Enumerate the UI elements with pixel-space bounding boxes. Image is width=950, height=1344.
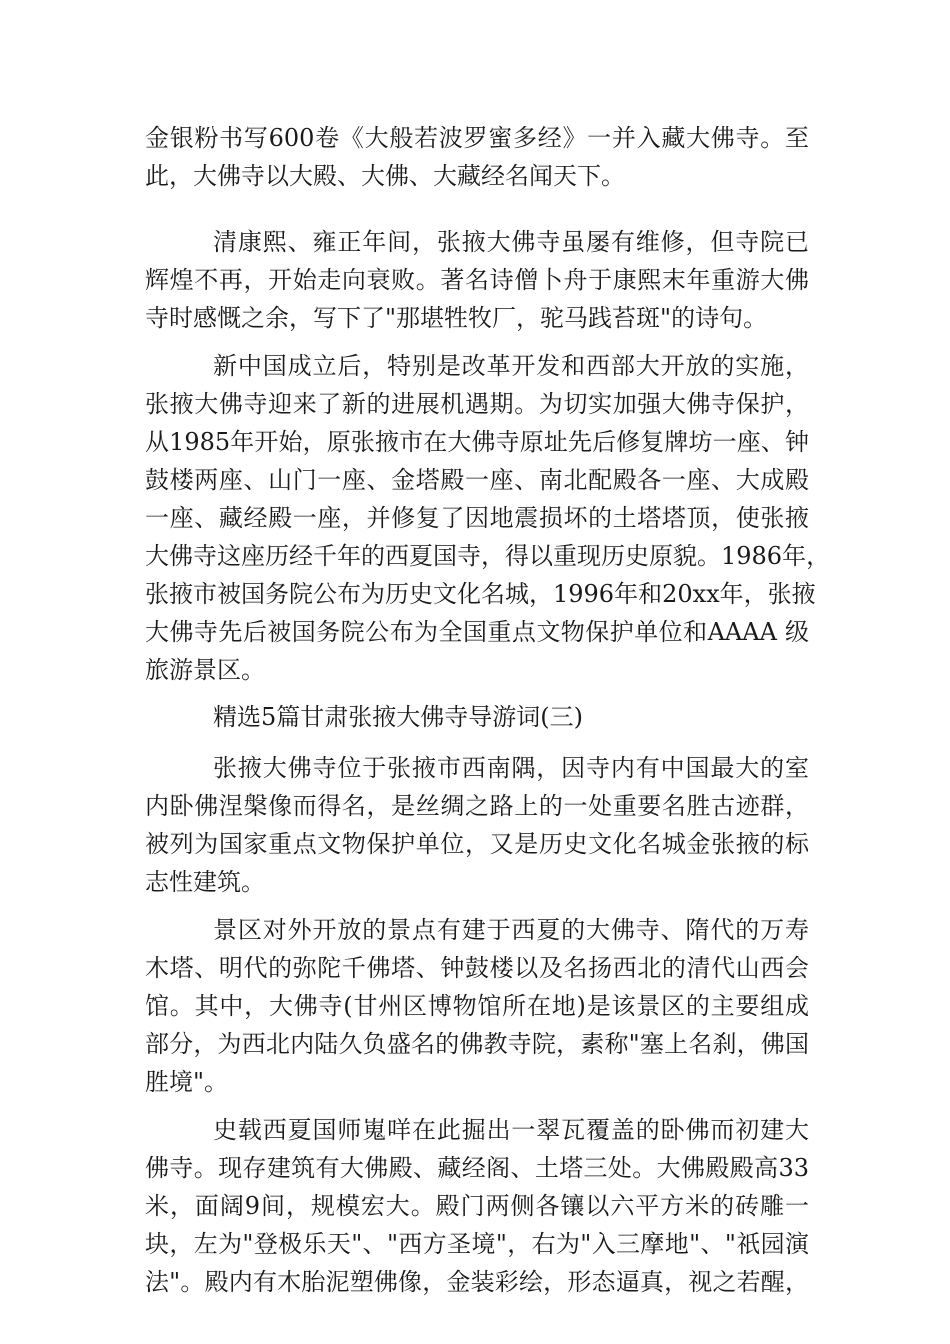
paragraph-line: 清康熙、雍正年间，张掖大佛寺虽屡有维修，但寺院已 <box>213 228 809 256</box>
paragraph-line: 景区对外开放的景点有建于西夏的大佛寺、隋代的万寿 <box>213 916 809 944</box>
paragraph-line: 志性建筑。 <box>145 868 265 896</box>
paragraph-line: 佛寺。现存建筑有大佛殿、藏经阁、土塔三处。大佛殿殿高33 <box>145 1154 809 1182</box>
paragraph-line: 内卧佛涅槃像而得名，是丝绸之路上的一处重要名胜古迹群， <box>145 792 809 820</box>
paragraph-line: 大佛寺这座历经千年的西夏国寺，得以重现历史原貌。1986年， <box>145 542 831 570</box>
paragraph-line: 法"。殿内有木胎泥塑佛像，金装彩绘，形态逼真，视之若醒， <box>145 1268 809 1296</box>
paragraph-line: 张掖大佛寺迎来了新的进展机遇期。为切实加强大佛寺保护， <box>145 390 809 418</box>
paragraph-line: 大佛寺先后被国务院公布为全国重点文物保护单位和AAAA 级 <box>145 618 809 646</box>
paragraph-line: 寺时感慨之余，写下了"那堪牲牧厂，驼马践苔斑"的诗句。 <box>145 304 768 332</box>
paragraph-line: 被列为国家重点文物保护单位，又是历史文化名城金张掖的标 <box>145 830 809 858</box>
paragraph-line: 一座、藏经殿一座，并修复了因地震损坏的土塔塔顶，使张掖 <box>145 504 809 532</box>
paragraph-line: 木塔、明代的弥陀千佛塔、钟鼓楼以及名扬西北的清代山西会 <box>145 954 809 982</box>
paragraph-line: 米，面阔9间，规模宏大。殿门两侧各镶以六平方米的砖雕一 <box>145 1192 809 1220</box>
paragraph-line: 胜境"。 <box>145 1068 229 1096</box>
paragraph-line: 史载西夏国师嵬咩在此掘出一翠瓦覆盖的卧佛而初建大 <box>213 1116 809 1144</box>
paragraph-line: 此，大佛寺以大殿、大佛、大藏经名闻天下。 <box>145 162 625 190</box>
paragraph-line: 张掖大佛寺位于张掖市西南隅，因寺内有中国最大的室 <box>213 754 809 782</box>
paragraph-line: 新中国成立后，特别是改革开发和西部大开放的实施， <box>213 352 809 380</box>
paragraph-line: 金银粉书写600卷《大般若波罗蜜多经》一并入藏大佛寺。至 <box>145 124 809 152</box>
section-heading: 精选5篇甘肃张掖大佛寺导游词(三) <box>213 703 583 731</box>
paragraph-line: 旅游景区。 <box>145 656 265 684</box>
paragraph-line: 鼓楼两座、山门一座、金塔殿一座、南北配殿各一座、大成殿 <box>145 466 809 494</box>
paragraph-line: 张掖市被国务院公布为历史文化名城，1996年和20xx年，张掖 <box>145 580 816 608</box>
paragraph-line: 辉煌不再，开始走向衰败。著名诗僧卜舟于康熙末年重游大佛 <box>145 266 809 294</box>
paragraph-line: 块，左为"登极乐天"、"西方圣境"，右为"入三摩地"、"祇园演 <box>145 1230 809 1258</box>
paragraph-line: 从1985年开始，原张掖市在大佛寺原址先后修复牌坊一座、钟 <box>145 428 809 456</box>
paragraph-line: 部分，为西北内陆久负盛名的佛教寺院，素称"塞上名刹，佛国 <box>145 1030 809 1058</box>
paragraph-line: 馆。其中，大佛寺(甘州区博物馆所在地)是该景区的主要组成 <box>145 992 809 1020</box>
